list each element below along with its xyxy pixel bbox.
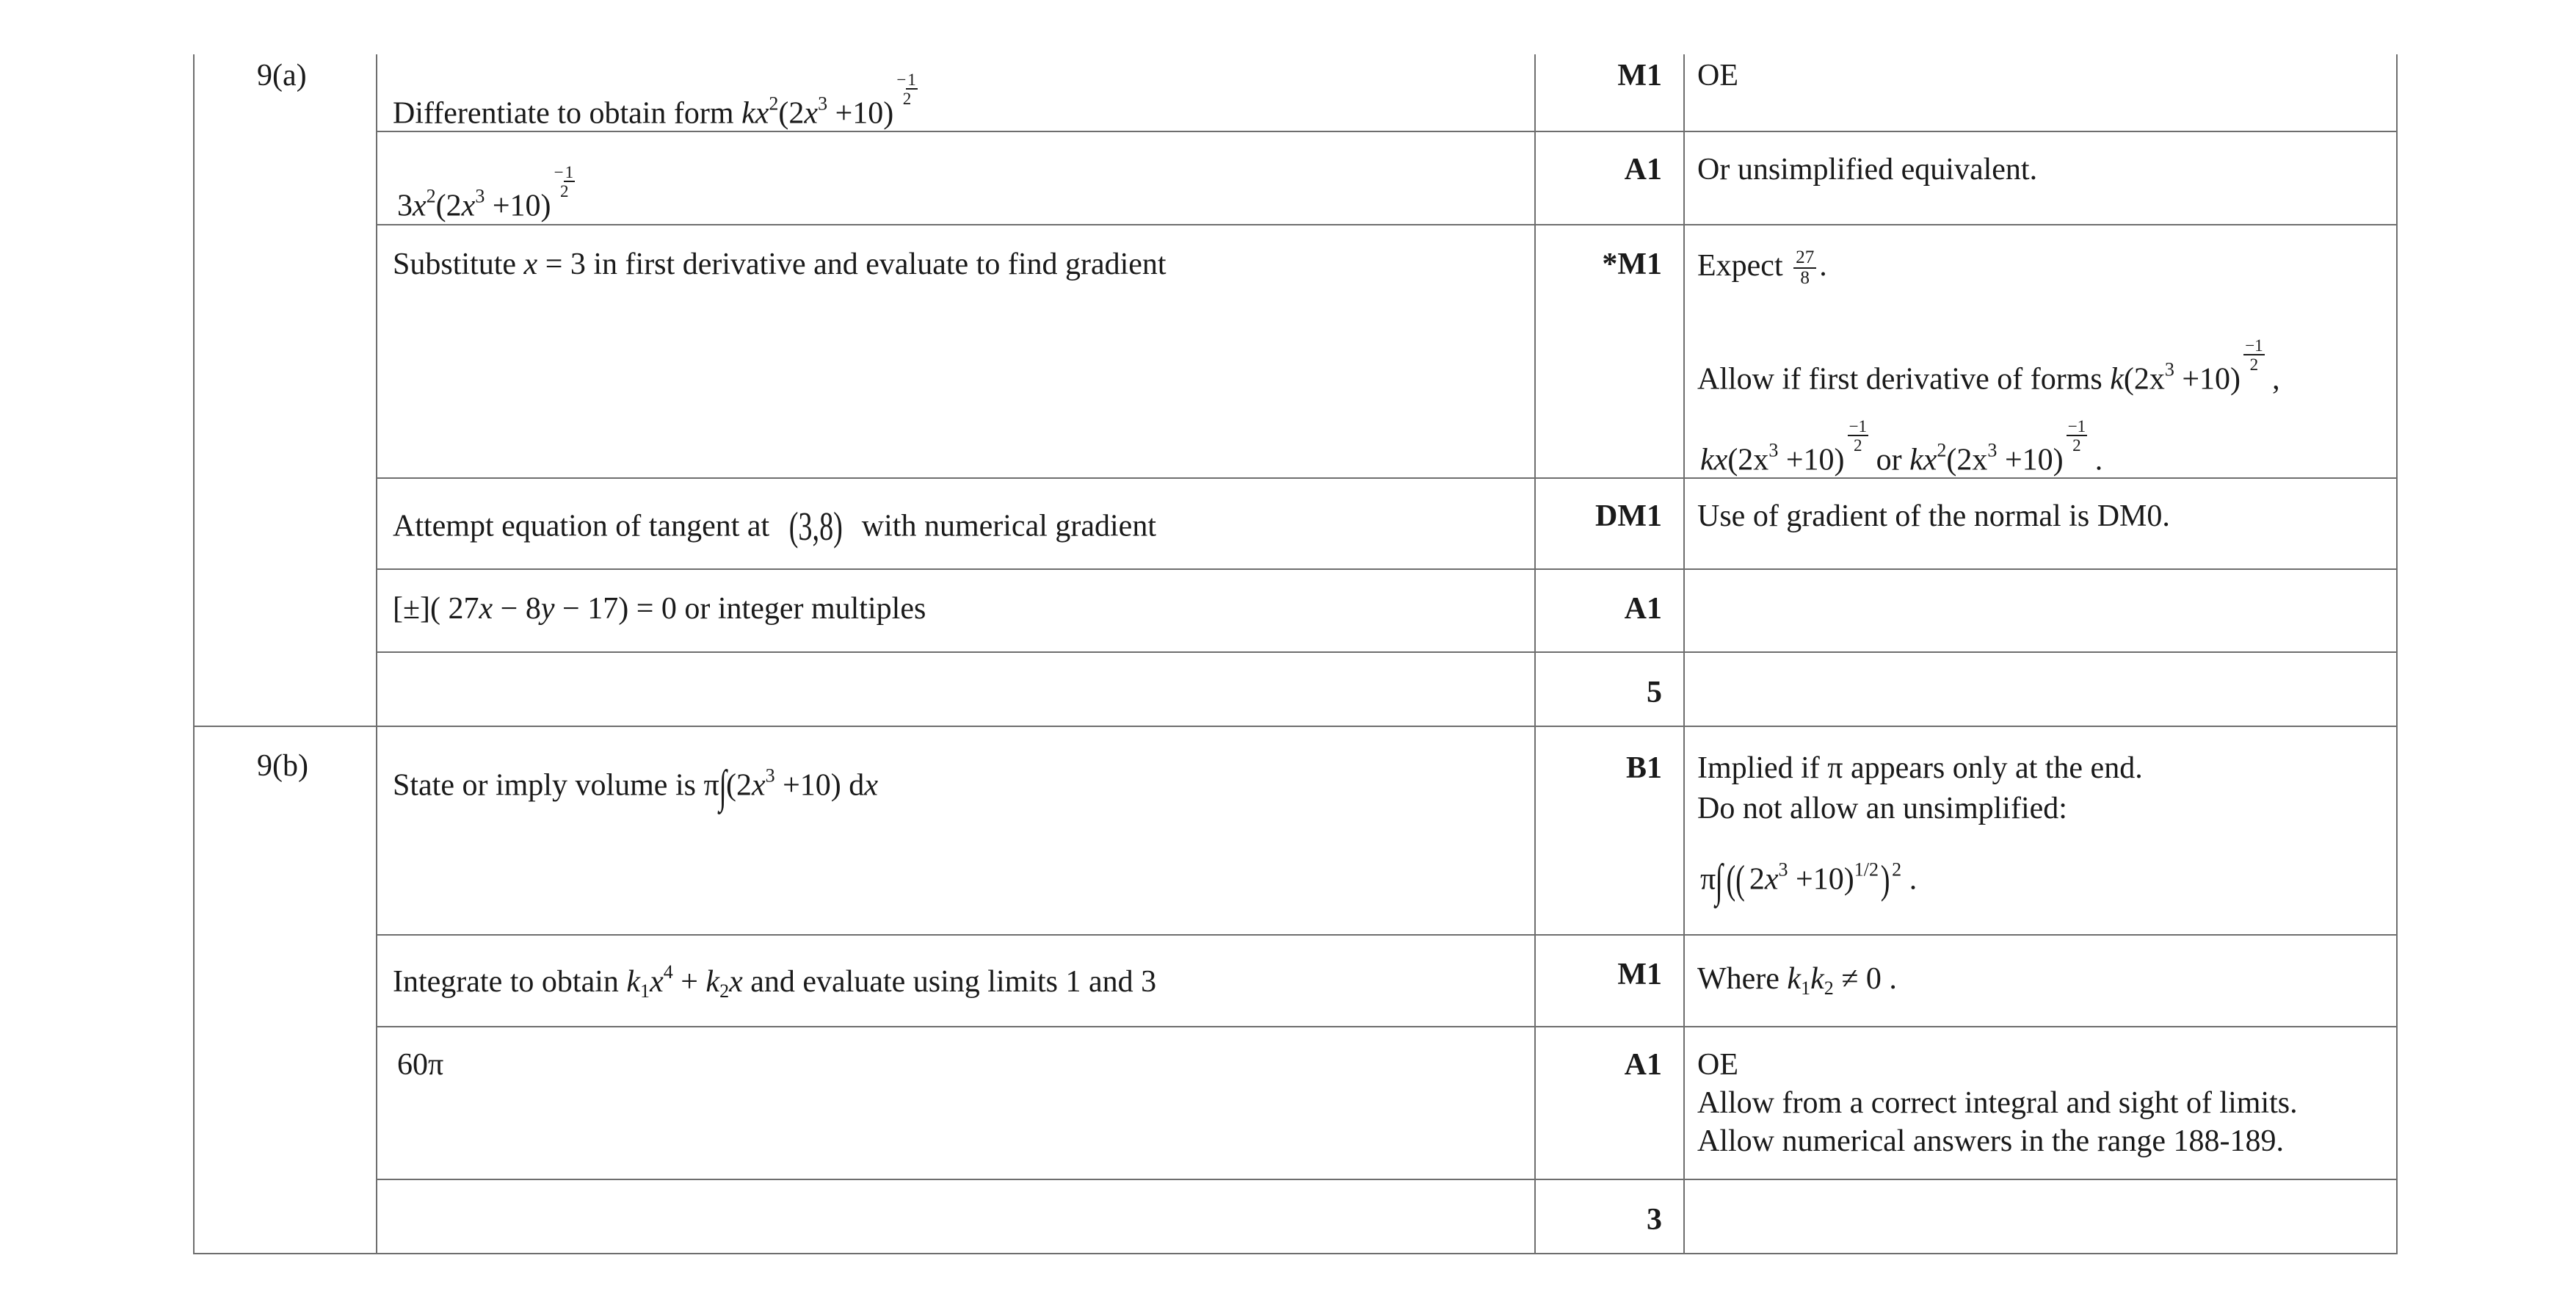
mark-cell: M1 (1617, 59, 1662, 93)
guidance-expect: Expect $\frac{27}{8}$ . (1697, 247, 1827, 289)
row-divider (376, 934, 2398, 936)
guidance-line: Allow numerical answers in the range 188-189. (1697, 1124, 2284, 1158)
row-divider (376, 1179, 2398, 1180)
answer-cell: State or imply volume is $\pi\int(2x^3 +10)$ dx (393, 761, 878, 812)
row-divider (376, 224, 2398, 225)
row-divider (376, 568, 2398, 570)
mark-cell: *M1 (1602, 247, 1662, 281)
row-divider (376, 651, 2398, 653)
mark-cell: M1 (1617, 958, 1662, 991)
answer-cell: [±]( 27x − 8y − 17) = 0 or integer multiples (393, 592, 926, 626)
answer-cell: 60π (397, 1048, 444, 1082)
mark-cell: A1 (1624, 592, 1662, 626)
column-divider-marks (1683, 54, 1685, 1254)
answer-cell: Substitute x = 3 in first derivative and evaluate to find gradient (393, 247, 1167, 281)
total-marks-9b: 3 (1647, 1203, 1662, 1237)
guidance-allow-forms-cont: $kx(2x^3 +10)$ $\frac{-1}{2}$ or $kx^2(2x^3 +10)$ $\frac{-1}{2}$ . (1700, 416, 2103, 477)
answer-cell: Differentiate to obtain form $kx^2(2x^3 +10)-1$ 2 (393, 70, 916, 131)
mark-cell: A1 (1624, 153, 1662, 187)
guidance-line: Allow from a correct integral and sight of limits. (1697, 1086, 2298, 1120)
table-border-left (193, 54, 195, 1254)
guidance-cell: Use of gradient of the normal is DM0. (1697, 499, 2170, 533)
row-divider (376, 1026, 2398, 1027)
mark-cell: DM1 (1595, 499, 1662, 533)
row-divider (376, 131, 2398, 132)
total-marks-9a: 5 (1647, 676, 1662, 709)
guidance-cell: Where $k_1k_2 \ne 0$ . (1697, 962, 1897, 999)
column-divider-question (376, 54, 377, 1254)
mark-cell: B1 (1625, 751, 1662, 785)
column-divider-answer (1534, 54, 1536, 1254)
answer-cell: Attempt equation of tangent at (3,8) with numerical gradient (393, 504, 1156, 549)
answer-cell: $3x^2(2x^3 +10)-1$ 2 (397, 162, 574, 223)
mark-cell: A1 (1624, 1048, 1662, 1082)
guidance-do-not-allow: Do not allow an unsimplified: (1697, 792, 2067, 825)
guidance-cell: Or unsimplified equivalent. (1697, 153, 2038, 187)
question-label-9b: 9(b) (257, 749, 308, 783)
table-border-right (2396, 54, 2398, 1254)
guidance-cell: OE (1697, 59, 1738, 93)
guidance-unsimplified-form: π∫(( $2x^3 +10)^{1/2}$) $^2$ . (1700, 855, 1918, 906)
guidance-implied: Implied if π appears only at the end. (1697, 751, 2143, 785)
question-label-9a: 9(a) (257, 59, 307, 93)
table-border-bottom (193, 1253, 2398, 1254)
part-divider (193, 726, 2398, 727)
guidance-allow-forms: Allow if first derivative of forms $k(2x^3 +10)$ $\frac{-1}{2}$ , (1697, 336, 2280, 397)
guidance-line: OE (1697, 1048, 1738, 1082)
answer-cell: Integrate to obtain $k_1x^4 + k_2x$ and evaluate using limits 1 and 3 (393, 961, 1157, 1002)
row-divider (376, 477, 2398, 479)
